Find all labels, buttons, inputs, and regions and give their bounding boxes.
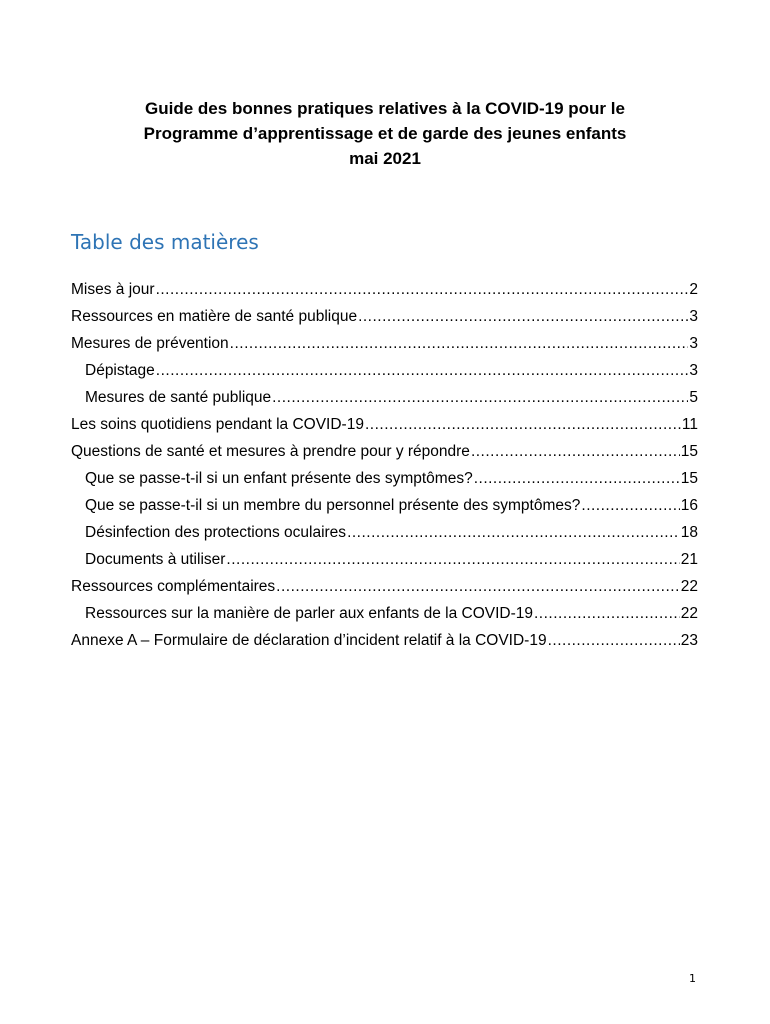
toc-entry-page: 11 [681,416,698,433]
toc-entry-page: 23 [680,632,698,649]
toc-entry[interactable] [71,411,698,438]
toc-dot-leader [226,546,679,573]
toc-subentry[interactable] [71,492,698,519]
toc-entry-label: Documents à utiliser [85,551,226,568]
toc-dot-leader [156,276,689,303]
toc-dot-leader [365,411,681,438]
toc-heading: Table des matières [71,230,259,254]
document-title-line-1: Guide des bonnes pratiques relatives à la COVID-19 pour le [145,99,625,118]
toc-entry-page: 15 [680,470,698,487]
toc-subentry[interactable] [71,357,698,384]
toc-dot-leader [358,303,688,330]
toc-entry[interactable] [71,276,698,303]
toc-entry-label: Annexe A – Formulaire de déclaration d’incident relatif à la COVID-19 [71,632,547,649]
toc-entry-label: Ressources sur la manière de parler aux enfants de la COVID-19 [85,605,533,622]
toc-subentry[interactable] [71,519,698,546]
page-number: 1 [689,972,696,985]
toc-dot-leader [474,465,680,492]
toc-dot-leader [276,573,680,600]
toc-subentry[interactable] [71,384,698,411]
toc-entry-page: 18 [680,524,698,541]
toc-entry-page: 2 [689,281,698,298]
toc-entry-label: Mesures de prévention [71,335,229,352]
toc-subentry[interactable] [71,600,698,627]
toc-dot-leader [156,357,689,384]
document-title-line-2: Programme d’apprentissage et de garde des jeunes enfants [143,124,627,143]
toc-entry-label: Que se passe-t-il si un enfant présente des symptômes? [85,470,473,487]
document-title-line-3: mai 2021 [349,149,421,168]
toc-entry-label: Mesures de santé publique [85,389,272,406]
toc-entry-label: Désinfection des protections oculaires [85,524,347,541]
toc-entry-page: 22 [680,578,698,595]
toc-entry-label: Dépistage [85,362,155,379]
toc-dot-leader [272,384,688,411]
toc-dot-leader [534,600,680,627]
table-of-contents [71,276,698,654]
toc-subentry[interactable] [71,465,698,492]
toc-entry-page: 3 [689,362,698,379]
toc-entry-page: 21 [680,551,698,568]
toc-entry[interactable] [71,330,698,357]
toc-entry-page: 16 [680,497,698,514]
toc-entry[interactable] [71,627,698,654]
toc-entry-page: 22 [680,605,698,622]
toc-dot-leader [581,492,679,519]
toc-entry[interactable] [71,438,698,465]
toc-dot-leader [347,519,680,546]
toc-dot-leader [548,627,680,654]
toc-entry-label: Mises à jour [71,281,155,298]
toc-entry-page: 3 [689,335,698,352]
toc-entry-label: Que se passe-t-il si un membre du personnel présente des symptômes? [85,497,581,514]
toc-dot-leader [471,438,680,465]
document-title [0,96,770,171]
toc-entry-page: 5 [689,389,698,406]
toc-entry[interactable] [71,303,698,330]
toc-entry-label: Ressources complémentaires [71,578,276,595]
toc-dot-leader [230,330,689,357]
toc-entry-label: Questions de santé et mesures à prendre pour y répondre [71,443,470,460]
toc-entry-label: Ressources en matière de santé publique [71,308,358,325]
toc-entry-page: 3 [689,308,698,325]
toc-subentry[interactable] [71,546,698,573]
toc-entry[interactable] [71,573,698,600]
toc-entry-label: Les soins quotidiens pendant la COVID-19 [71,416,364,433]
toc-entry-page: 15 [680,443,698,460]
